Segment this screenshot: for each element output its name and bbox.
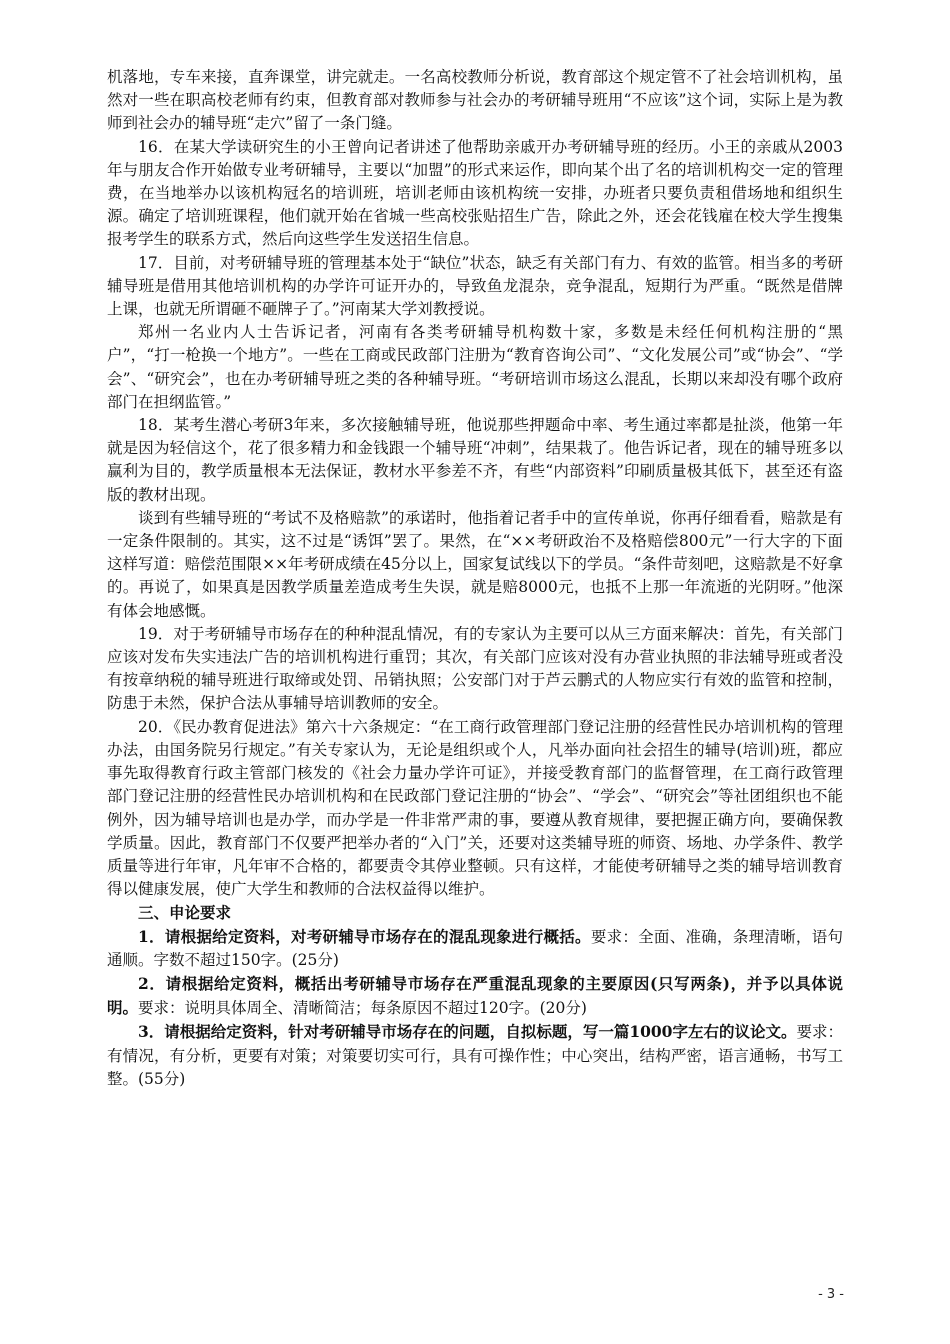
paragraph-continued: 机落地，专车来接，直奔课堂，讲完就走。一名高校教师分析说，教育部这个规定管不了社会培训机构，虽然对一些在职高校老师有约束，但教育部对教师参与社会办的考研辅导班用“不应该”这个词，实际上是为教师到社会办的辅导班“走穴”留了一条门缝。 [107, 68, 843, 133]
paragraph-18-continued: 谈到有些辅导班的“考试不及格赔款”的承诺时，他指着记者手中的宣传单说，你再仔细看看，赔款是有一定条件限制的。其实，这不过是“诱饵”罢了。果然，在“××考研政治不及格赔偿800元”一行大字的下面这样写道：赔偿范围限××年考研成绩在45分以上，国家复试线以下的学员。“条件苛刻吧，这赔款是不好拿的。再说了，如果真是因教学质量差造成考生失误，就是赔8000元，也抵不上那一年流逝的光阴呀。”他深有体会地感慨。 [107, 508, 843, 620]
requirement-2 [107, 972, 843, 1020]
requirement-3 [107, 1020, 843, 1091]
requirement-1 [107, 925, 843, 972]
paragraph-20: 20．《民办教育促进法》第六十六条规定：“在工商行政管理部门登记注册的经营性民办培训机构的管理办法，由国务院另行规定。”有关专家认为，无论是组织或个人，凡举办面向社会招生的辅导(培训)班，都应事先取得教育行政主管部门核发的《社会力量办学许可证》，并接受教育部门的监督管理，在工商行政管理部门登记注册的经营性民办培训机构和在民政部门登记注册的“协会”、“学会”、“研究会”等社团组织也不能例外，因为辅导培训也是办学，而办学是一件非常严肃的事，要遵从教育规律，要把握正确方向，要确保教学质量。因此，教育部门不仅要严把举办者的“入门”关，还要对这类辅导班的师资、场地、办学条件、教学质量等进行年审，凡年审不合格的，都要责令其停业整顿。只有这样，才能使考研辅导之类的辅导培训教育得以健康发展，使广大学生和教师的合法权益得以维护。 [107, 717, 843, 899]
paragraph-16: 16．在某大学读研究生的小王曾向记者讲述了他帮助亲戚开办考研辅导班的经历。小王的亲戚从2003年与朋友合作开始做专业考研辅导，主要以“加盟”的形式来运作，即向某个出了名的培训机构交一定的管理费，在当地举办以该机构冠名的培训班，培训老师由该机构统一安排，办班者只要负责租借场地和组织生源。确定了培训班课程，他们就开始在省城一些高校张贴招生广告，除此之外，还会花钱雇在校大学生搜集报考学生的联系方式，然后向这些学生发送招生信息。 [107, 137, 843, 249]
requirement-3-question: 3．请根据给定资料，针对考研辅导市场存在的问题，自拟标题，写一篇1000字左右的议论文。 [138, 1022, 797, 1042]
page-number: - 3 - [818, 1287, 844, 1302]
document-body [107, 66, 843, 1091]
paragraph-18: 18．某考生潜心考研3年来，多次接触辅导班，他说那些押题命中率、考生通过率都是扯淡，他第一年就是因为轻信这个，花了很多精力和金钱跟一个辅导班“冲刺”，结果栽了。他告诉记者，现在的辅导班多以赢利为目的，教学质量根本无法保证，教材水平参差不齐，有些“内部资料”印刷质量极其低下，甚至还有盗版的教材出现。 [107, 416, 843, 504]
requirement-1-rules: 要求：全面、准确，条理清晰，语句通顺。字数不超过150字。(25分) [107, 927, 843, 969]
requirement-3-rules: 要求：有情况，有分析，更要有对策；对策要切实可行，具有可操作性；中心突出，结构严密，语言通畅，书写工整。(55分) [107, 1023, 843, 1088]
paragraph-19: 19．对于考研辅导市场存在的种种混乱情况，有的专家认为主要可以从三方面来解决：首先，有关部门应该对发布失实违法广告的培训机构进行重罚；其次，有关部门应该对没有办营业执照的非法辅导班或者没有按章纳税的辅导班进行取缔或处罚、吊销执照；公安部门对于芦云鹏式的人物应实行有效的监管和控制，防患于未然，保护合法从事辅导培训教师的安全。 [107, 624, 843, 713]
section-heading: 三、申论要求 [138, 903, 232, 923]
requirement-2-question: 2．请根据给定资料，概括出考研辅导市场存在严重混乱现象的主要原因(只写两条)，并予以具体说明。 [107, 973, 843, 1018]
requirement-1-question: 1．请根据给定资料，对考研辅导市场存在的混乱现象进行概括。 [138, 926, 591, 946]
requirement-2-rules: 要求：说明具体周全、清晰简洁；每条原因不超过120字。(20分) [138, 999, 587, 1018]
paragraph-17-continued: 郑州一名业内人士告诉记者，河南有各类考研辅导机构数十家，多数是未经任何机构注册的“黑户”，“打一枪换一个地方”。一些在工商或民政部门注册为“教育咨询公司”、“文化发展公司”或“协会”、“学会”、“研究会”，也在办考研辅导班之类的各种辅导班。“考研培训市场这么混乱，长期以来却没有哪个政府部门在担纲监管。” [107, 323, 843, 411]
paragraph-17: 17．目前，对考研辅导班的管理基本处于“缺位”状态，缺乏有关部门有力、有效的监管。相当多的考研辅导班是借用其他培训机构的办学许可证开办的，导致鱼龙混杂，竞争混乱，短期行为严重。“既然是借牌上课，也就无所谓砸不砸牌子了。”河南某大学刘教授说。 [107, 253, 843, 319]
